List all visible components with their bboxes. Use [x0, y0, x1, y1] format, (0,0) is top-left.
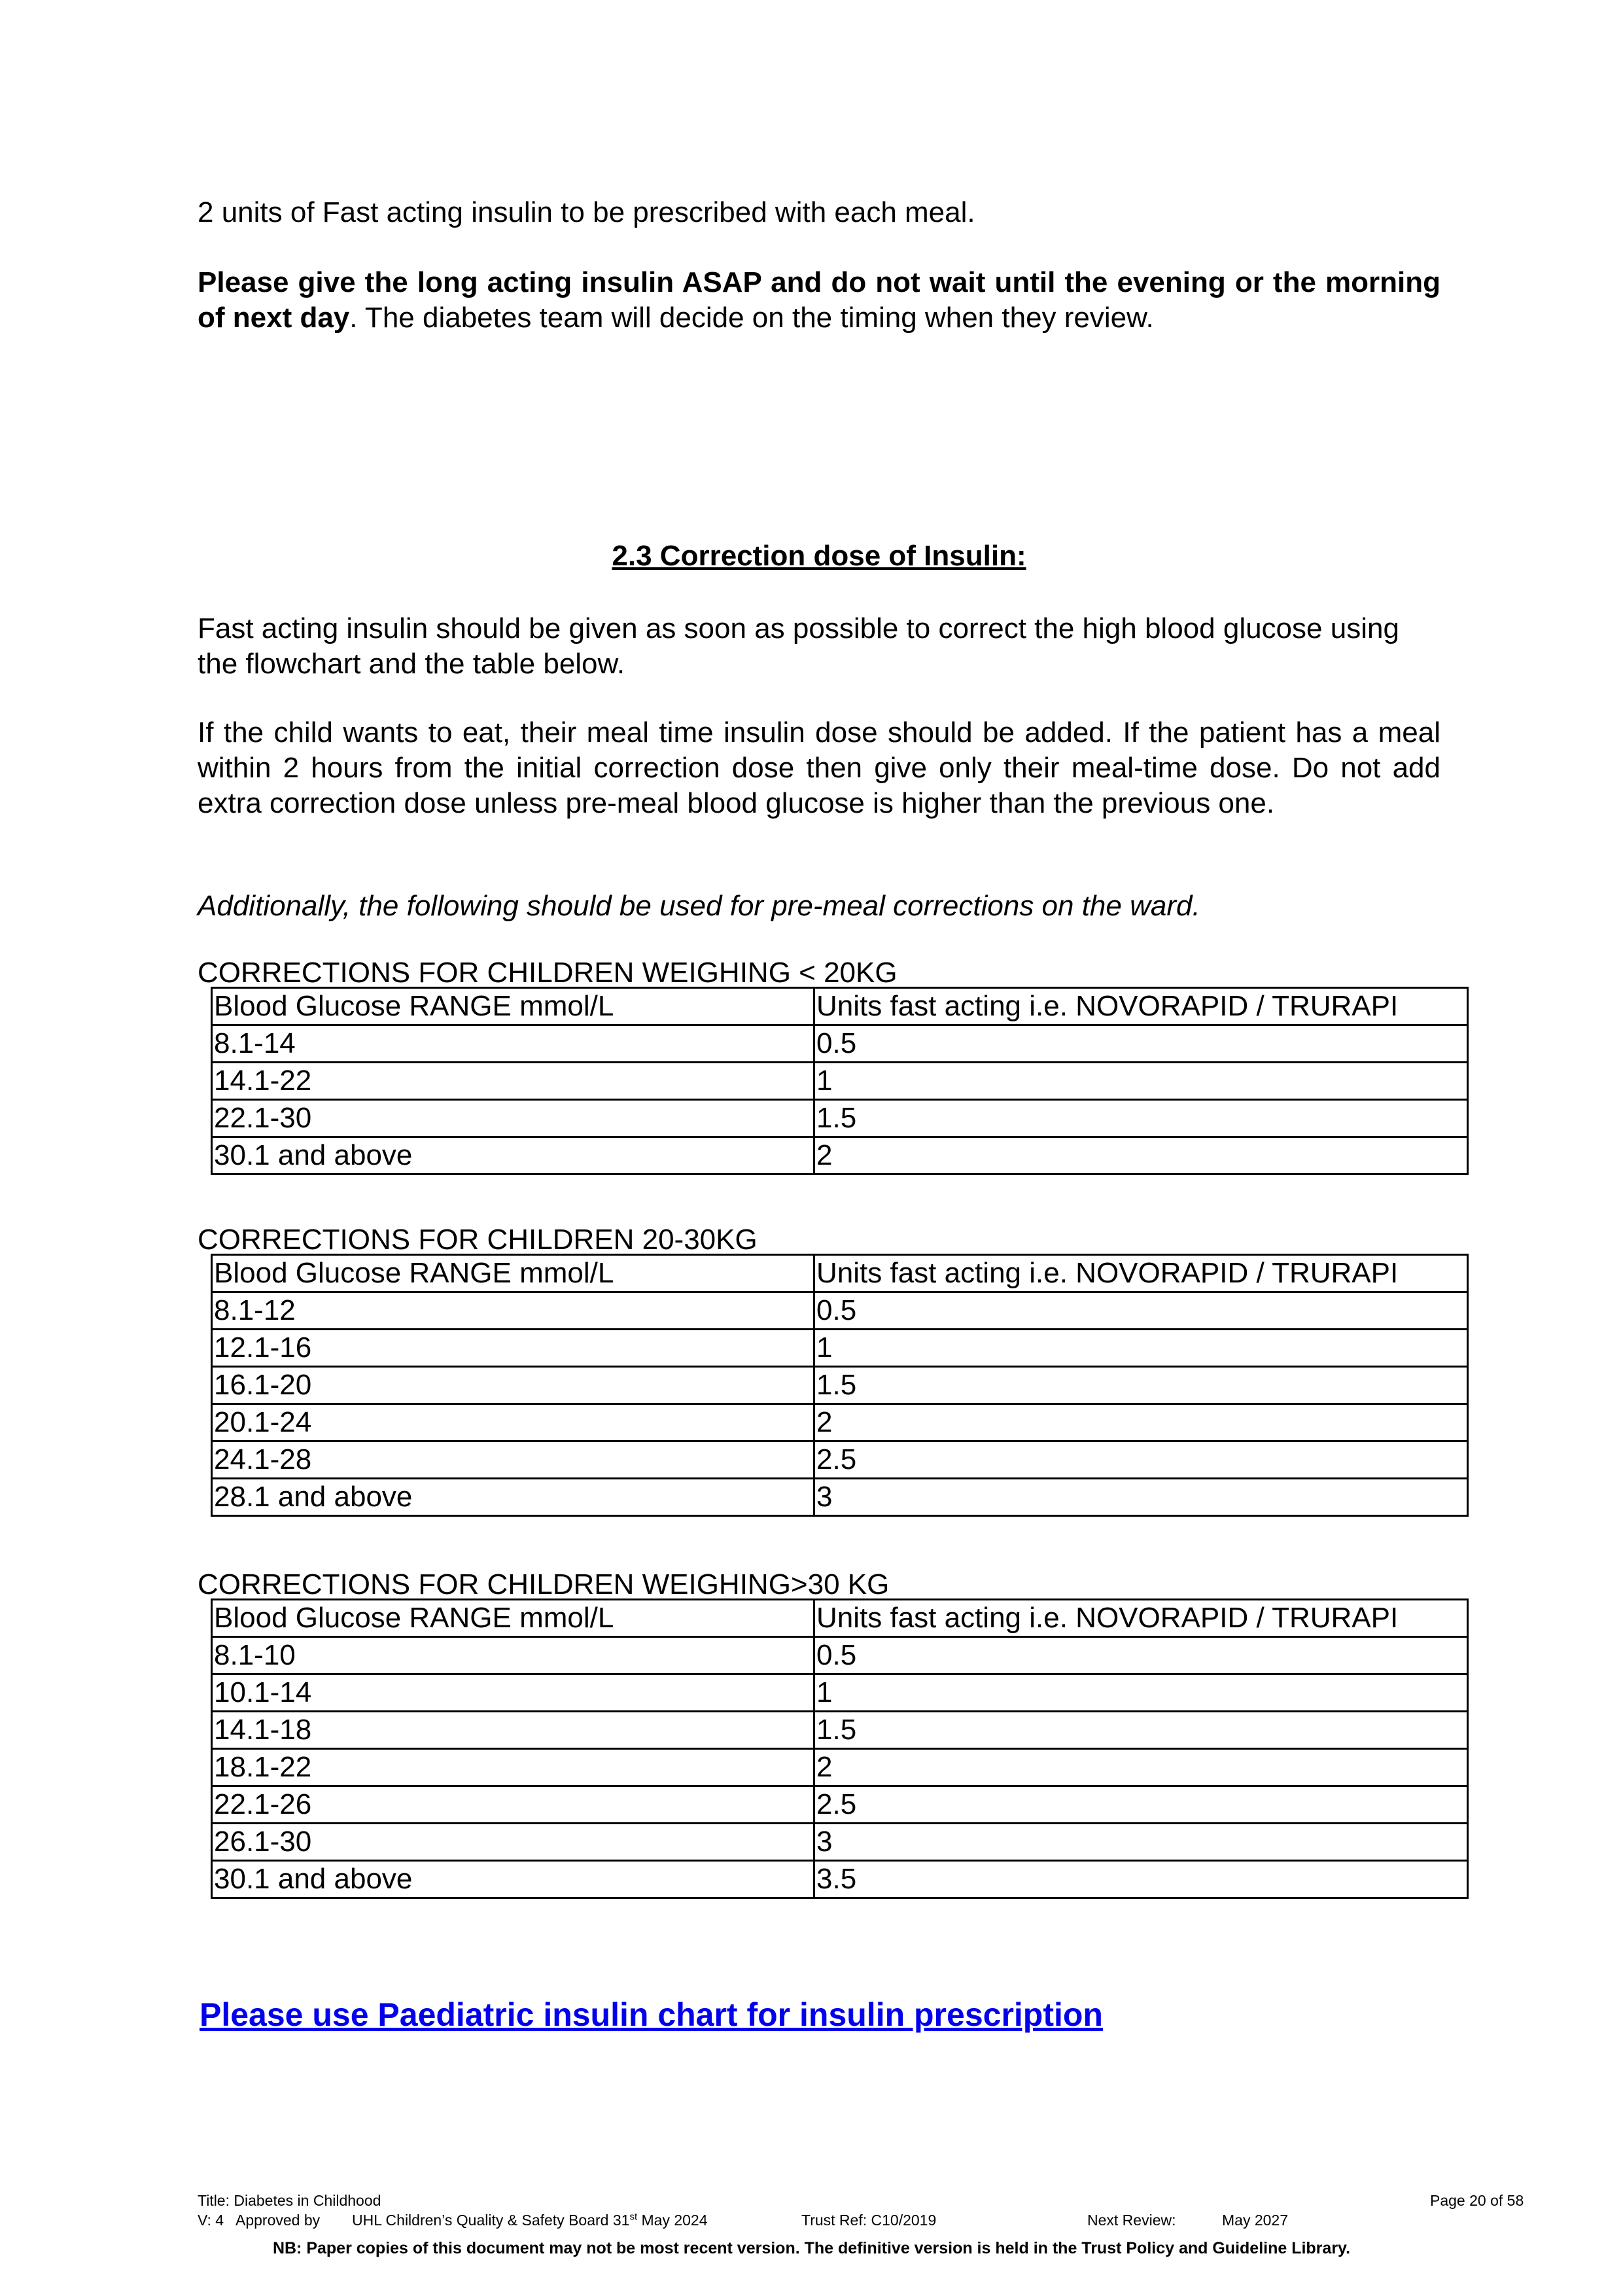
units-cell: 1.5: [814, 1712, 1468, 1749]
footer-approved-by-label: Approved by: [236, 2212, 321, 2229]
table-caption-20-30kg: CORRECTIONS FOR CHILDREN 20-30KG: [198, 1224, 758, 1256]
units-cell: 1.5: [814, 1367, 1468, 1404]
header-glucose-range: Blood Glucose RANGE mmol/L: [212, 1600, 814, 1637]
units-cell: 1: [814, 1330, 1468, 1367]
intro-meal-insulin-text: 2 units of Fast acting insulin to be prescribed with each meal.: [198, 196, 975, 228]
intro-long-acting-text: [198, 265, 1440, 336]
units-cell: 2: [814, 1404, 1468, 1441]
glucose-range-cell: 22.1-30: [212, 1100, 814, 1137]
table-caption-under-20kg: CORRECTIONS FOR CHILDREN WEIGHING < 20KG: [198, 957, 898, 989]
footer-board-suffix: May 2024: [637, 2212, 708, 2229]
table-row: [212, 1674, 1468, 1712]
table-row: [212, 1025, 1468, 1063]
units-cell: 0.5: [814, 1292, 1468, 1330]
units-cell: 1: [814, 1063, 1468, 1100]
corrections-table-over-30kg: [211, 1598, 1469, 1899]
footer-trust-ref: Trust Ref: C10/2019: [801, 2212, 937, 2229]
glucose-range-cell: 14.1-18: [212, 1712, 814, 1749]
glucose-range-cell: 26.1-30: [212, 1824, 814, 1861]
header-glucose-range: Blood Glucose RANGE mmol/L: [212, 988, 814, 1025]
table-header-row: [212, 1255, 1468, 1292]
table-row: [212, 1479, 1468, 1516]
table-row: [212, 1441, 1468, 1479]
glucose-range-cell: 20.1-24: [212, 1404, 814, 1441]
units-cell: 1.5: [814, 1100, 1468, 1137]
glucose-range-cell: 8.1-14: [212, 1025, 814, 1063]
intro-long-acting-bold: Please give the long acting insulin ASAP and do not wait until the evening or the morning of next day: [198, 266, 1440, 334]
units-cell: 2: [814, 1749, 1468, 1786]
table-row: [212, 1637, 1468, 1674]
glucose-range-cell: 16.1-20: [212, 1367, 814, 1404]
footer-approval-board: [352, 2212, 708, 2229]
units-cell: 2.5: [814, 1786, 1468, 1824]
table-row: [212, 1404, 1468, 1441]
units-cell: 1: [814, 1674, 1468, 1712]
units-cell: 3: [814, 1479, 1468, 1516]
table-row: [212, 1786, 1468, 1824]
intro-long-acting-rest: . The diabetes team will decide on the timing when they review.: [349, 302, 1154, 334]
footer-page-number: Page 20 of 58: [1430, 2192, 1524, 2209]
glucose-range-cell: 14.1-22: [212, 1063, 814, 1100]
glucose-range-cell: 28.1 and above: [212, 1479, 814, 1516]
section-para-fast-acting: Fast acting insulin should be given as soon as possible to correct the high blood glucose using the flowchart and the table below.: [198, 612, 1399, 680]
glucose-range-cell: 30.1 and above: [212, 1861, 814, 1898]
glucose-range-cell: 8.1-12: [212, 1292, 814, 1330]
table-row: [212, 1137, 1468, 1174]
glucose-range-cell: 10.1-14: [212, 1674, 814, 1712]
section-para-meal-time: If the child wants to eat, their meal time insulin dose should be added. If the patient has a meal within 2 hours from the initial correction dose then give only their meal-time dose. Do not add extra correction dose unless pre-meal blood glucose is higher than the previous one.: [198, 716, 1440, 819]
header-glucose-range: Blood Glucose RANGE mmol/L: [212, 1255, 814, 1292]
table-row: [212, 1292, 1468, 1330]
table-caption-over-30kg: CORRECTIONS FOR CHILDREN WEIGHING>30 KG: [198, 1568, 890, 1600]
glucose-range-cell: 24.1-28: [212, 1441, 814, 1479]
glucose-range-cell: 12.1-16: [212, 1330, 814, 1367]
corrections-table-under-20kg: [211, 987, 1469, 1175]
insulin-chart-link[interactable]: Please use Paediatric insulin chart for insulin prescription: [200, 1996, 1103, 2033]
footer-board-sup: st: [629, 2211, 638, 2223]
units-cell: 0.5: [814, 1025, 1468, 1063]
footer-paper-copies-note: NB: Paper copies of this document may not be most recent version. The definitive version is held in the Trust Policy and Guideline Library.: [272, 2239, 1351, 2257]
footer-next-review-label: Next Review:: [1087, 2212, 1176, 2229]
units-cell: 0.5: [814, 1637, 1468, 1674]
table-row: [212, 1861, 1468, 1898]
footer-version: V: 4: [198, 2212, 224, 2229]
glucose-range-cell: 22.1-26: [212, 1786, 814, 1824]
units-cell: 3.5: [814, 1861, 1468, 1898]
table-row: [212, 1063, 1468, 1100]
glucose-range-cell: 8.1-10: [212, 1637, 814, 1674]
units-cell: 2.5: [814, 1441, 1468, 1479]
footer-next-review-date: May 2027: [1222, 2212, 1289, 2229]
table-row: [212, 1712, 1468, 1749]
table-header-row: [212, 1600, 1468, 1637]
table-row: [212, 1330, 1468, 1367]
table-row: [212, 1749, 1468, 1786]
units-cell: 3: [814, 1824, 1468, 1861]
glucose-range-cell: 30.1 and above: [212, 1137, 814, 1174]
corrections-table-20-30kg: [211, 1254, 1469, 1517]
footer-board-prefix: UHL Children’s Quality & Safety Board 31: [352, 2212, 630, 2229]
units-cell: 2: [814, 1137, 1468, 1174]
header-units: Units fast acting i.e. NOVORAPID / TRURAPI: [814, 1600, 1468, 1637]
section-para-pre-meal: Additionally, the following should be used for pre-meal corrections on the ward.: [198, 890, 1200, 922]
header-units: Units fast acting i.e. NOVORAPID / TRURAPI: [814, 1255, 1468, 1292]
table-row: [212, 1367, 1468, 1404]
table-row: [212, 1824, 1468, 1861]
footer-title: Title: Diabetes in Childhood: [198, 2192, 381, 2209]
glucose-range-cell: 18.1-22: [212, 1749, 814, 1786]
table-row: [212, 1100, 1468, 1137]
header-units: Units fast acting i.e. NOVORAPID / TRURAPI: [814, 988, 1468, 1025]
section-heading: 2.3 Correction dose of Insulin:: [612, 540, 1026, 572]
table-header-row: [212, 988, 1468, 1025]
